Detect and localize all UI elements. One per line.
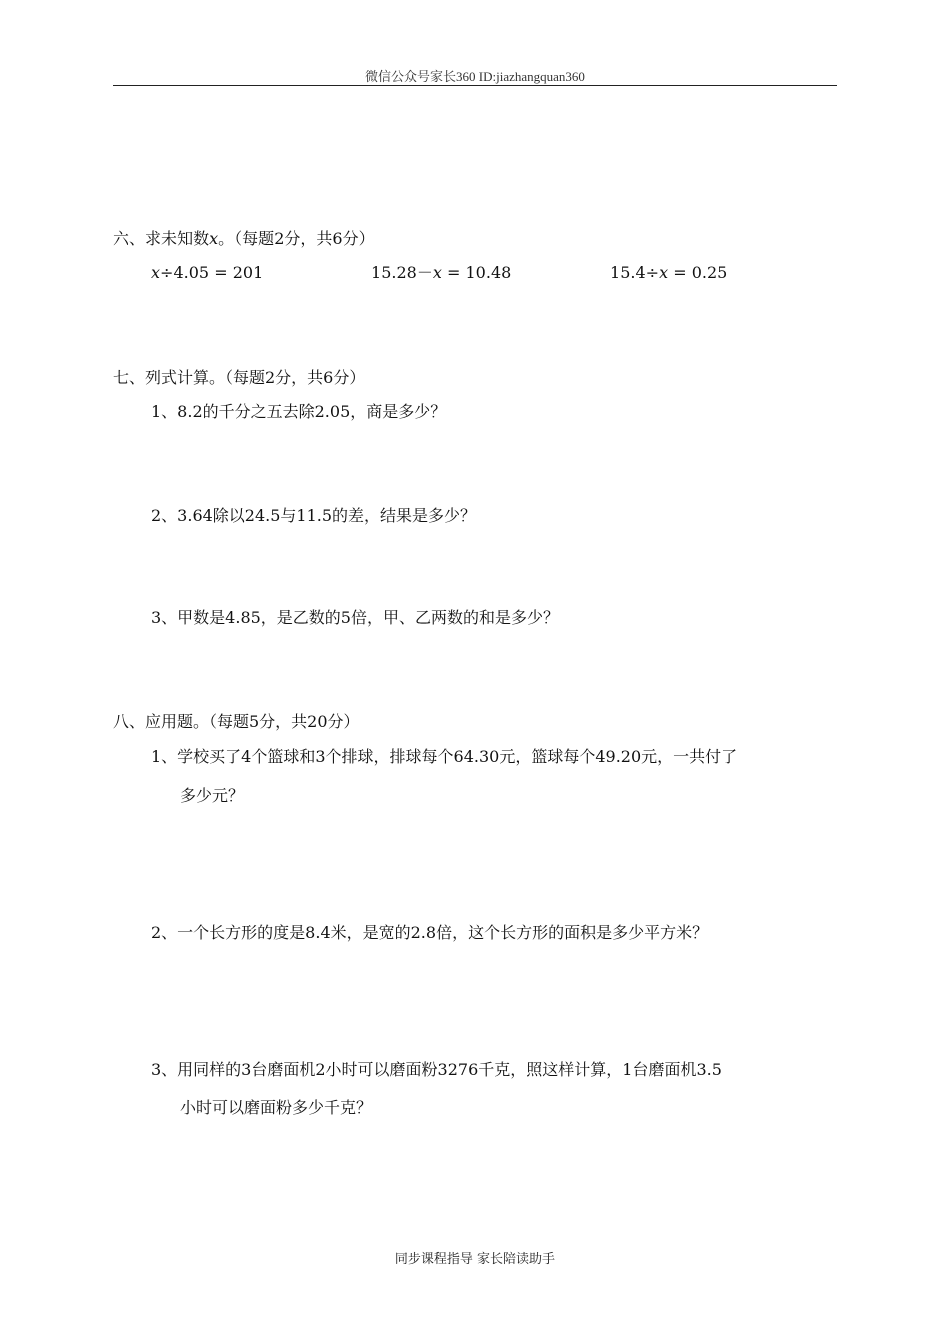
section-8-question-1: 1、学校买了4个篮球和3个排球，排球每个64.30元，篮球每个49.20元，一共付了 xyxy=(151,747,738,766)
section-7-question-2: 2、3.64除以24.5与11.5的差，结果是多少？ xyxy=(151,506,477,525)
equation-2: 15.28－x = 10.48 xyxy=(371,263,512,282)
page-footer: 同步课程指导 家长陪读助手 xyxy=(394,1252,556,1267)
section-8-question-3: 3、用同样的3台磨面机2小时可以磨面粉3276千克，照这样计算，1台磨面机3.5 xyxy=(151,1060,722,1079)
page-header: 微信公众号家长360 ID:jiazhangquan360 xyxy=(365,69,585,84)
section-6-heading: 六、求未知数x。（每题2分，共6分） xyxy=(113,229,375,248)
header-divider xyxy=(113,85,837,86)
section-7-question-1: 1、8.2的千分之五去除2.05，商是多少？ xyxy=(151,402,447,421)
section-8-question-3-continued: 小时可以磨面粉多少千克？ xyxy=(180,1098,373,1117)
section-8-question-1-continued: 多少元？ xyxy=(180,786,245,805)
equation-1: x÷4.05 = 201 xyxy=(151,263,264,282)
section-7-question-3: 3、甲数是4.85，是乙数的5倍，甲、乙两数的和是多少？ xyxy=(151,608,559,627)
equation-3: 15.4÷x = 0.25 xyxy=(610,263,728,282)
section-8-heading: 八、应用题。（每题5分，共20分） xyxy=(113,712,360,731)
section-7-heading: 七、列式计算。（每题2分，共6分） xyxy=(113,368,366,387)
section-8-question-2: 2、一个长方形的度是8.4米，是宽的2.8倍，这个长方形的面积是多少平方米？ xyxy=(151,923,709,942)
